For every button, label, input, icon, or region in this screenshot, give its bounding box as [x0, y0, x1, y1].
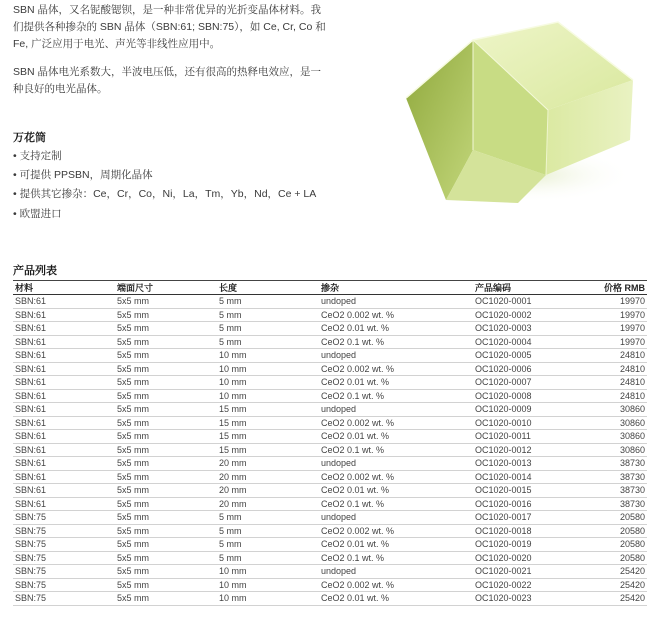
- price-cell: 19970: [587, 308, 647, 322]
- price-cell: 24810: [587, 349, 647, 363]
- product-code-cell: OC1020-0017: [473, 511, 587, 525]
- features-list: [13, 147, 316, 224]
- length-cell: 5 mm: [217, 322, 319, 336]
- product-code-cell: OC1020-0015: [473, 484, 587, 498]
- length-cell: 10 mm: [217, 565, 319, 579]
- table-row: [13, 565, 647, 579]
- length-cell: 15 mm: [217, 416, 319, 430]
- material-cell: SBN:75: [13, 565, 115, 579]
- price-cell: 20580: [587, 538, 647, 552]
- price-cell: 30860: [587, 430, 647, 444]
- price-cell: 24810: [587, 362, 647, 376]
- table-row: [13, 349, 647, 363]
- product-code-cell: OC1020-0014: [473, 470, 587, 484]
- table-row: [13, 497, 647, 511]
- price-cell: 19970: [587, 295, 647, 309]
- material-cell: SBN:61: [13, 295, 115, 309]
- table-row: [13, 362, 647, 376]
- column-header-face-size: 端面尺寸: [115, 281, 217, 295]
- table-row: [13, 538, 647, 552]
- material-cell: SBN:75: [13, 511, 115, 525]
- material-cell: SBN:75: [13, 578, 115, 592]
- product-code-cell: OC1020-0008: [473, 389, 587, 403]
- doping-cell: CeO2 0.002 wt. %: [319, 470, 473, 484]
- material-cell: SBN:61: [13, 322, 115, 336]
- doping-cell: CeO2 0.1 wt. %: [319, 497, 473, 511]
- price-cell: 25420: [587, 578, 647, 592]
- face-size-cell: 5x5 mm: [115, 497, 217, 511]
- material-cell: SBN:61: [13, 389, 115, 403]
- material-cell: SBN:61: [13, 403, 115, 417]
- price-cell: 25420: [587, 592, 647, 606]
- length-cell: 15 mm: [217, 430, 319, 444]
- length-cell: 5 mm: [217, 524, 319, 538]
- price-cell: 24810: [587, 389, 647, 403]
- face-size-cell: 5x5 mm: [115, 511, 217, 525]
- intro-paragraph-1: SBN 晶体，又名铌酸锶钡，是一种非常优异的光折变晶体材料。我们提供各种掺杂的 SBN 晶体（SBN:61; SBN:75），如 Ce, Cr, Co 和 Fe, 广泛应用于电光、声光等非线性应用中。: [13, 4, 326, 50]
- doping-cell: CeO2 0.1 wt. %: [319, 335, 473, 349]
- product-code-cell: OC1020-0012: [473, 443, 587, 457]
- doping-cell: undoped: [319, 457, 473, 471]
- product-code-cell: OC1020-0004: [473, 335, 587, 349]
- length-cell: 20 mm: [217, 470, 319, 484]
- face-size-cell: 5x5 mm: [115, 322, 217, 336]
- length-cell: 5 mm: [217, 511, 319, 525]
- doping-cell: undoped: [319, 511, 473, 525]
- product-code-cell: OC1020-0022: [473, 578, 587, 592]
- product-code-cell: OC1020-0010: [473, 416, 587, 430]
- material-cell: SBN:75: [13, 551, 115, 565]
- table-row: [13, 511, 647, 525]
- length-cell: 20 mm: [217, 484, 319, 498]
- doping-cell: CeO2 0.01 wt. %: [319, 376, 473, 390]
- price-cell: 30860: [587, 416, 647, 430]
- material-cell: SBN:61: [13, 497, 115, 511]
- length-cell: 5 mm: [217, 538, 319, 552]
- face-size-cell: 5x5 mm: [115, 565, 217, 579]
- price-cell: 20580: [587, 551, 647, 565]
- face-size-cell: 5x5 mm: [115, 443, 217, 457]
- face-size-cell: 5x5 mm: [115, 403, 217, 417]
- price-cell: 19970: [587, 322, 647, 336]
- product-code-cell: OC1020-0003: [473, 322, 587, 336]
- length-cell: 5 mm: [217, 551, 319, 565]
- column-header-product-code: 产品编码: [473, 281, 587, 295]
- product-table: [13, 280, 647, 606]
- face-size-cell: 5x5 mm: [115, 578, 217, 592]
- material-cell: SBN:61: [13, 430, 115, 444]
- product-code-cell: OC1020-0020: [473, 551, 587, 565]
- material-cell: SBN:75: [13, 592, 115, 606]
- product-code-cell: OC1020-0005: [473, 349, 587, 363]
- material-cell: SBN:61: [13, 470, 115, 484]
- product-code-cell: OC1020-0002: [473, 308, 587, 322]
- face-size-cell: 5x5 mm: [115, 308, 217, 322]
- price-cell: 24810: [587, 376, 647, 390]
- face-size-cell: 5x5 mm: [115, 349, 217, 363]
- length-cell: 15 mm: [217, 443, 319, 457]
- doping-cell: CeO2 0.002 wt. %: [319, 578, 473, 592]
- table-row: [13, 457, 647, 471]
- length-cell: 5 mm: [217, 335, 319, 349]
- face-size-cell: 5x5 mm: [115, 335, 217, 349]
- doping-cell: CeO2 0.01 wt. %: [319, 484, 473, 498]
- column-header-doping: 掺杂: [319, 281, 473, 295]
- table-row: [13, 295, 647, 309]
- doping-cell: undoped: [319, 403, 473, 417]
- feature-item: • 提供其它掺杂：Ce，Cr，Co，Ni，La，Tm，Yb，Nd，Ce + LA: [13, 185, 316, 204]
- intro-text: [13, 2, 331, 98]
- face-size-cell: 5x5 mm: [115, 376, 217, 390]
- intro-paragraph-2: SBN 晶体电光系数大，半波电压低，还有很高的热释电效应，是一种良好的电光晶体。: [13, 66, 322, 95]
- doping-cell: CeO2 0.1 wt. %: [319, 551, 473, 565]
- product-code-cell: OC1020-0013: [473, 457, 587, 471]
- price-cell: 38730: [587, 484, 647, 498]
- table-row: [13, 403, 647, 417]
- doping-cell: CeO2 0.01 wt. %: [319, 430, 473, 444]
- features-title: 万花筒: [13, 132, 46, 144]
- product-code-cell: OC1020-0006: [473, 362, 587, 376]
- face-size-cell: 5x5 mm: [115, 416, 217, 430]
- product-code-cell: OC1020-0018: [473, 524, 587, 538]
- length-cell: 10 mm: [217, 592, 319, 606]
- material-cell: SBN:61: [13, 457, 115, 471]
- face-size-cell: 5x5 mm: [115, 524, 217, 538]
- length-cell: 20 mm: [217, 457, 319, 471]
- product-code-cell: OC1020-0011: [473, 430, 587, 444]
- feature-item: • 欧盟进口: [13, 205, 316, 224]
- material-cell: SBN:61: [13, 335, 115, 349]
- length-cell: 15 mm: [217, 403, 319, 417]
- table-row: [13, 484, 647, 498]
- material-cell: SBN:61: [13, 349, 115, 363]
- table-row: [13, 389, 647, 403]
- length-cell: 10 mm: [217, 349, 319, 363]
- price-cell: 38730: [587, 457, 647, 471]
- product-code-cell: OC1020-0009: [473, 403, 587, 417]
- doping-cell: CeO2 0.002 wt. %: [319, 308, 473, 322]
- face-size-cell: 5x5 mm: [115, 389, 217, 403]
- face-size-cell: 5x5 mm: [115, 551, 217, 565]
- table-row: [13, 551, 647, 565]
- doping-cell: CeO2 0.01 wt. %: [319, 322, 473, 336]
- price-cell: 19970: [587, 335, 647, 349]
- feature-item: • 可提供 PPSBN，周期化晶体: [13, 166, 316, 185]
- table-row: [13, 335, 647, 349]
- material-cell: SBN:75: [13, 524, 115, 538]
- product-code-cell: OC1020-0021: [473, 565, 587, 579]
- column-header-length: 长度: [217, 281, 319, 295]
- table-row: [13, 592, 647, 606]
- material-cell: SBN:61: [13, 416, 115, 430]
- table-row: [13, 578, 647, 592]
- product-code-cell: OC1020-0001: [473, 295, 587, 309]
- doping-cell: CeO2 0.1 wt. %: [319, 443, 473, 457]
- face-size-cell: 5x5 mm: [115, 457, 217, 471]
- material-cell: SBN:61: [13, 308, 115, 322]
- doping-cell: undoped: [319, 295, 473, 309]
- length-cell: 10 mm: [217, 389, 319, 403]
- table-header-row: [13, 281, 647, 295]
- doping-cell: CeO2 0.002 wt. %: [319, 524, 473, 538]
- material-cell: SBN:61: [13, 443, 115, 457]
- product-code-cell: OC1020-0007: [473, 376, 587, 390]
- face-size-cell: 5x5 mm: [115, 592, 217, 606]
- price-cell: 30860: [587, 443, 647, 457]
- doping-cell: CeO2 0.002 wt. %: [319, 416, 473, 430]
- column-header-price: 价格 RMB: [587, 281, 647, 295]
- face-size-cell: 5x5 mm: [115, 295, 217, 309]
- doping-cell: CeO2 0.01 wt. %: [319, 592, 473, 606]
- price-cell: 38730: [587, 497, 647, 511]
- table-row: [13, 443, 647, 457]
- table-row: [13, 430, 647, 444]
- length-cell: 20 mm: [217, 497, 319, 511]
- doping-cell: undoped: [319, 349, 473, 363]
- material-cell: SBN:61: [13, 362, 115, 376]
- feature-item: • 支持定制: [13, 147, 316, 166]
- table-row: [13, 470, 647, 484]
- face-size-cell: 5x5 mm: [115, 470, 217, 484]
- length-cell: 10 mm: [217, 362, 319, 376]
- product-code-cell: OC1020-0019: [473, 538, 587, 552]
- face-size-cell: 5x5 mm: [115, 362, 217, 376]
- product-code-cell: OC1020-0023: [473, 592, 587, 606]
- table-row: [13, 416, 647, 430]
- table-row: [13, 376, 647, 390]
- length-cell: 10 mm: [217, 578, 319, 592]
- column-header-material: 材料: [13, 281, 115, 295]
- doping-cell: CeO2 0.002 wt. %: [319, 362, 473, 376]
- face-size-cell: 5x5 mm: [115, 538, 217, 552]
- length-cell: 5 mm: [217, 308, 319, 322]
- doping-cell: CeO2 0.1 wt. %: [319, 389, 473, 403]
- doping-cell: CeO2 0.01 wt. %: [319, 538, 473, 552]
- length-cell: 10 mm: [217, 376, 319, 390]
- doping-cell: undoped: [319, 565, 473, 579]
- face-size-cell: 5x5 mm: [115, 430, 217, 444]
- face-size-cell: 5x5 mm: [115, 484, 217, 498]
- table-title: 产品列表: [13, 265, 57, 277]
- material-cell: SBN:75: [13, 538, 115, 552]
- price-cell: 30860: [587, 403, 647, 417]
- price-cell: 20580: [587, 524, 647, 538]
- table-row: [13, 524, 647, 538]
- price-cell: 38730: [587, 470, 647, 484]
- material-cell: SBN:61: [13, 484, 115, 498]
- product-code-cell: OC1020-0016: [473, 497, 587, 511]
- material-cell: SBN:61: [13, 376, 115, 390]
- length-cell: 5 mm: [217, 295, 319, 309]
- price-cell: 20580: [587, 511, 647, 525]
- crystal-cube-image: [398, 0, 638, 206]
- table-row: [13, 308, 647, 322]
- table-row: [13, 322, 647, 336]
- price-cell: 25420: [587, 565, 647, 579]
